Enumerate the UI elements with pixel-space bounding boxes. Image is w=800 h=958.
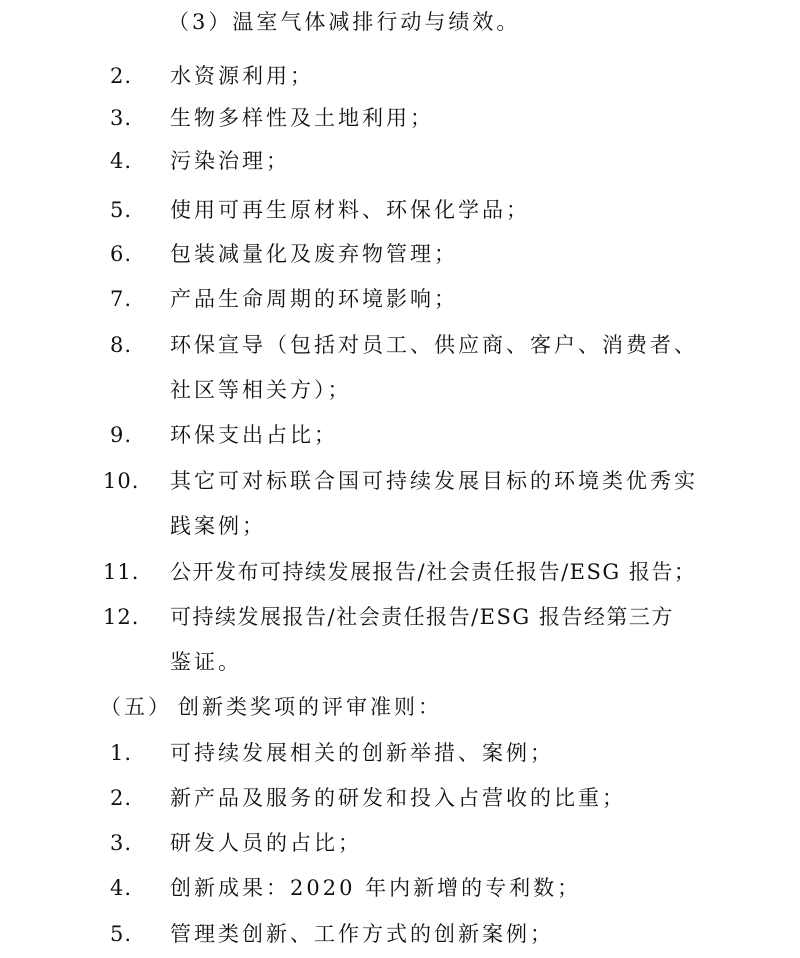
- env-item-8-num: 8.: [110, 333, 133, 357]
- env-item-12-continuation: 鉴证。: [170, 650, 242, 674]
- env-item-4-num: 4.: [110, 149, 133, 173]
- innov-item-5-num: 5.: [110, 922, 133, 946]
- innov-item-4-text: 创新成果：2020 年内新增的专利数；: [170, 876, 582, 900]
- innov-item-5-text: 管理类创新、工作方式的创新案例；: [170, 922, 554, 946]
- env-item-7-text: 产品生命周期的环境影响；: [170, 287, 458, 311]
- env-item-10-text: 其它可对标联合国可持续发展目标的环境类优秀实: [170, 469, 698, 493]
- env-item-7-num: 7.: [110, 287, 133, 311]
- innov-item-3-num: 3.: [110, 831, 133, 855]
- top-item: [168, 8, 520, 36]
- env-item-9-text: 环保支出占比；: [170, 423, 338, 447]
- env-item-6-text: 包装减量化及废弃物管理；: [170, 242, 458, 266]
- env-item-11-text: 公开发布可持续发展报告/社会责任报告/ESG 报告；: [170, 560, 697, 584]
- env-item-12-num: 12.: [103, 605, 140, 629]
- env-item-5-num: 5.: [110, 198, 133, 222]
- env-item-8-continuation: 社区等相关方）；: [170, 378, 352, 402]
- env-item-11-num: 11.: [103, 560, 140, 584]
- innov-item-4-num: 4.: [110, 876, 133, 900]
- innov-item-2-text: 新产品及服务的研发和投入占营收的比重；: [170, 786, 626, 810]
- innov-item-1-num: 1.: [110, 741, 133, 765]
- innov-item-2-num: 2.: [110, 786, 133, 810]
- top-item-text: （3）温室气体减排行动与绩效。: [168, 10, 521, 34]
- section-heading-title: 创新类奖项的评审准则：: [178, 695, 442, 719]
- env-item-3-text: 生物多样性及土地利用；: [170, 106, 434, 130]
- env-item-10-num: 10.: [103, 469, 140, 493]
- env-item-2-text: 水资源利用；: [170, 64, 314, 88]
- section-heading-label: （五）: [100, 695, 172, 719]
- env-item-5-text: 使用可再生原材料、环保化学品；: [170, 198, 530, 222]
- section-heading: [100, 693, 442, 721]
- env-item-12-text: 可持续发展报告/社会责任报告/ESG 报告经第三方: [170, 605, 674, 629]
- env-item-3-num: 3.: [110, 106, 133, 130]
- env-item-10-continuation: 践案例；: [170, 514, 266, 538]
- env-item-6-num: 6.: [110, 242, 133, 266]
- env-item-4-text: 污染治理；: [170, 149, 290, 173]
- env-item-8-text: 环保宣导（包括对员工、供应商、客户、消费者、: [170, 333, 698, 357]
- env-item-9-num: 9.: [110, 423, 133, 447]
- innov-item-3-text: 研发人员的占比；: [170, 831, 362, 855]
- innov-item-1-text: 可持续发展相关的创新举措、案例；: [170, 741, 554, 765]
- env-item-2-num: 2.: [110, 64, 133, 88]
